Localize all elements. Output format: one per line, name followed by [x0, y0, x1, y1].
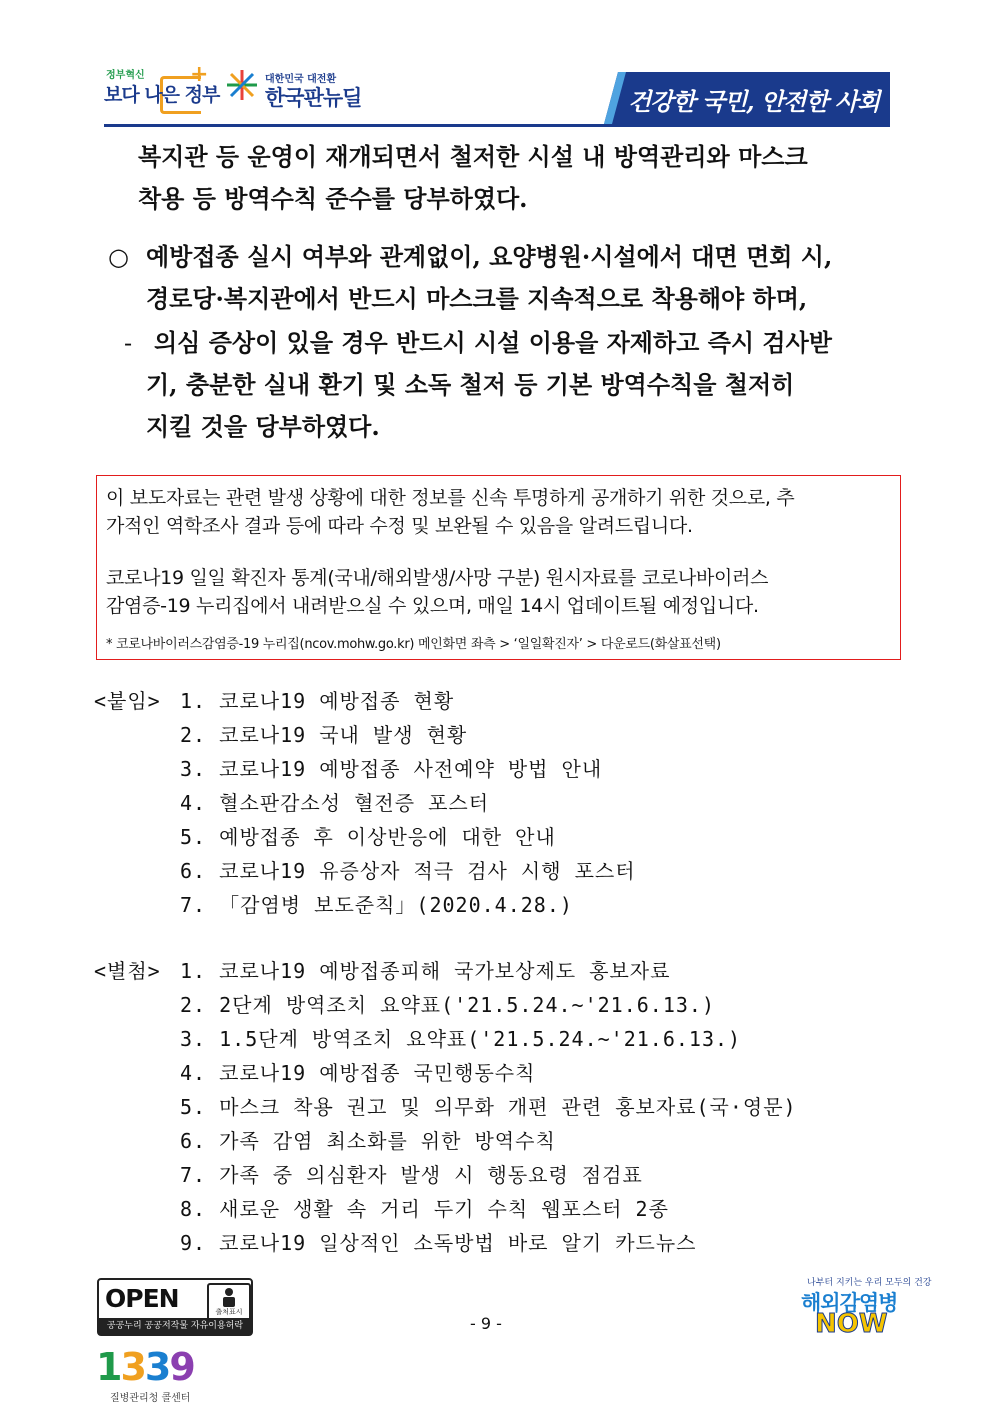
header-divider: [104, 124, 890, 127]
kdca-callcenter-logo: [96, 1345, 206, 1403]
call-caption: 질병관리청 콜센터: [110, 1393, 191, 1404]
enclosure-item: 1. 코로나19 예방접종피해 국가보상제도 홍보자료: [180, 959, 671, 983]
paragraph-1-line-2: 착용 등 방역수칙 준수를 당부하였다.: [138, 184, 528, 213]
attachment-item: 6. 코로나19 유증상자 적극 검사 시행 포스터: [180, 859, 636, 883]
enclosure-item: 4. 코로나19 예방접종 국민행동수칙: [180, 1061, 536, 1085]
call-digit: 9: [169, 1345, 194, 1389]
call-digit: 3: [120, 1345, 145, 1389]
kogl-open-badge: [97, 1278, 253, 1336]
enclosure-item: 7. 가족 중 의심환자 발생 시 행동요령 점검표: [180, 1163, 643, 1187]
paragraph-1-line-1: 복지관 등 운영이 재개되면서 철저한 시설 내 방역관리와 마스크: [138, 142, 808, 171]
page-number: - 9 -: [470, 1314, 502, 1333]
enclosure-item: 6. 가족 감염 최소화를 위한 방역수칙: [180, 1129, 556, 1153]
attachment-item: 4. 혈소판감소성 혈전증 포스터: [180, 791, 490, 815]
overseas-infection-now-logo: [795, 1275, 932, 1340]
open-caption: 공공누리 공공저작물 자유이용허락: [99, 1318, 251, 1334]
enclosure-item: 2. 2단계 방역조치 요약표('21.5.24.~'21.6.13.): [180, 993, 715, 1017]
korean-new-deal-logo: [225, 66, 362, 110]
attachment-item: 5. 예방접종 후 이상반응에 대한 안내: [180, 825, 556, 849]
gov-logo-line1: 정부혁신: [106, 70, 145, 81]
paragraph-2-line-2: 경로당·복지관에서 반드시 마스크를 지속적으로 착용해야 하며,: [146, 284, 808, 313]
enclosure-item: 9. 코로나19 일상적인 소독방법 바로 알기 카드뉴스: [180, 1231, 697, 1255]
now-tagline: 나부터 지키는 우리 모두의 건강: [807, 1278, 932, 1288]
newdeal-line2: 한국판뉴딜: [265, 86, 362, 110]
attachment-item: 1. 코로나19 예방접종 현황: [180, 689, 455, 713]
attachment-item: 2. 코로나19 국내 발생 현황: [180, 723, 468, 747]
attribution-box: [207, 1283, 251, 1321]
enclosure-item: 5. 마스크 착용 권고 및 의무화 개편 관련 홍보자료(국·영문): [180, 1095, 797, 1119]
enclosure-item: 3. 1.5단계 방역조치 요약표('21.5.24.~'21.6.13.): [180, 1027, 742, 1051]
notice-line-1: 이 보도자료는 관련 발생 상황에 대한 정보를 신속 투명하게 공개하기 위한 것으로, 추: [106, 487, 795, 509]
paragraph-3-line-2: 기, 충분한 실내 환기 및 소독 철저 등 기본 방역수칙을 철저히: [146, 370, 795, 399]
now-line2: NOW: [815, 1309, 888, 1339]
paragraph-3-line-1: 의심 증상이 있을 경우 반드시 시설 이용을 자제하고 즉시 검사받: [154, 328, 832, 357]
newdeal-star-icon: [225, 68, 259, 102]
call-number: [96, 1345, 194, 1389]
attribution-label: 출처표시: [215, 1308, 243, 1316]
dash-bullet: -: [124, 329, 133, 357]
call-digit: 3: [144, 1345, 170, 1389]
notice-line-4: 감염증-19 누리집에서 내려받으실 수 있으며, 매일 14시 업데이트될 예정입니다.: [106, 595, 759, 617]
enclosure-item: 8. 새로운 생활 속 거리 두기 수칙 웹포스터 2종: [180, 1197, 669, 1221]
gov-logo-line2: 보다 나은 정부: [104, 84, 220, 106]
plus-icon: +: [190, 62, 209, 87]
attachment-item: 7. 「감염병 보도준칙」(2020.4.28.): [180, 893, 573, 917]
gov-innovation-logo: [104, 62, 220, 112]
slogan-banner: [604, 72, 890, 124]
open-text: OPEN: [105, 1284, 179, 1313]
paragraph-2-line-1: 예방접종 실시 여부와 관계없이, 요양병원·시설에서 대면 면회 시,: [146, 242, 833, 271]
attachments-label: <붙임>: [94, 689, 161, 713]
attachment-item: 3. 코로나19 예방접종 사전예약 방법 안내: [180, 757, 603, 781]
now-line1: 해외감염병: [801, 1291, 898, 1315]
banner-text: 건강한 국민, 안전한 사회: [628, 87, 880, 116]
paragraph-3-line-3: 지킬 것을 당부하였다.: [146, 412, 380, 441]
newdeal-line1: 대한민국 대전환: [265, 74, 337, 85]
notice-line-2: 가적인 역학조사 결과 등에 따라 수정 및 보완될 수 있음을 알려드립니다.: [106, 515, 693, 537]
notice-line-3: 코로나19 일일 확진자 통계(국내/해외발생/사망 구분) 원시자료를 코로나바이러스: [106, 567, 769, 589]
enclosures-label: <별첨>: [94, 959, 161, 983]
bullet-circle: ○: [108, 243, 129, 271]
notice-footnote: * 코로나바이러스감염증-19 누리집(ncov.mohw.go.kr) 메인화면 좌측 > ‘일일확진자’ > 다운로드(화살표선택): [106, 637, 721, 652]
person-icon: [209, 1286, 249, 1308]
call-digit: 1: [96, 1345, 121, 1389]
